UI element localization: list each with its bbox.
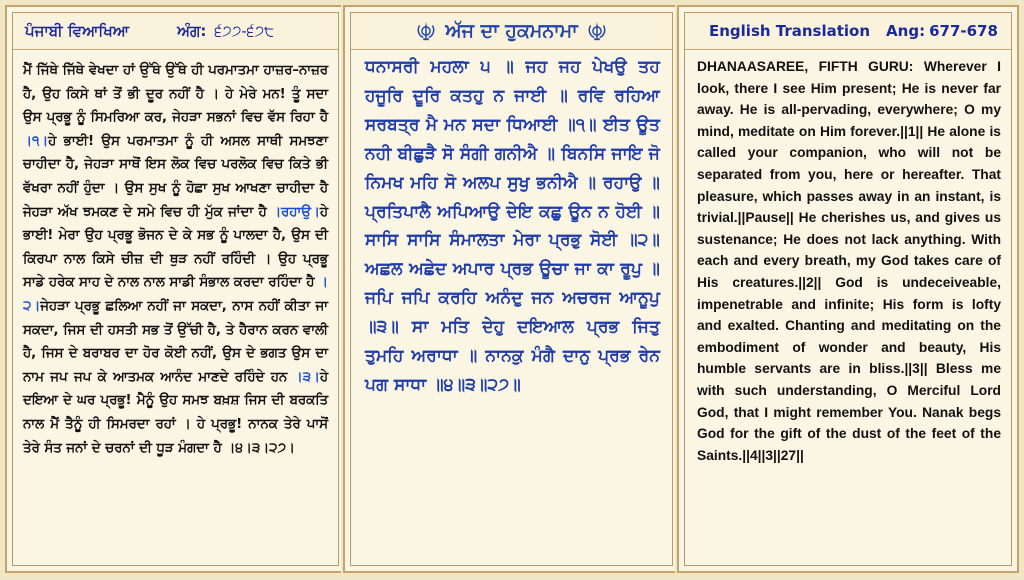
ang-label: Ang:: [886, 22, 926, 40]
punjabi-explanation-title: ਪੰਜਾਬੀ ਵਿਆਖਿਆ: [25, 22, 130, 40]
english-translation-title: English Translation: [709, 22, 871, 40]
ang-label: ਅੰਗ:: [177, 22, 207, 40]
khanda-icon: [586, 20, 608, 42]
english-translation-panel: [684, 12, 1012, 566]
hukamnama-header: [351, 13, 672, 50]
verse-marker: ।੩।: [293, 369, 320, 385]
hukamnama-panel: [350, 12, 673, 566]
english-translation-text: DHANAASAREE, FIFTH GURU: Wherever I look, there I see Him present; He is never far away. He is all-pervading, everywhere; O my mind, meditate on Him forever.||1|| He alone is called your companion, who will not be separated from you, here or hereafter. That pleasure, which passes away in an instant, is trivial.||Pause|| He cherishes us, and gives us sustenance; He does not lack anything. With each and every breath, my God takes care of His creatures.||2|| God is undeceiveable, impenetrable and infinite; His form is lofty and exalted. Chanting and meditating on the embodiment of wonder and beauty, His humble servants are in bliss.||3|| Bless me with such understanding, O Merciful Lord God, that I might remember You. Nanak begs God for the gift of the dust of the feet of the Saints.||4||3||27||: [697, 59, 1001, 463]
explanation-segment: ਹੇ ਦਇਆ ਦੇ ਘਰ ਪ੍ਰਭੂ! ਮੈਨੂੰ ਉਹ ਸਮਝ ਬਖ਼ਸ਼ ਜਿਸ ਦੀ ਬਰਕਤਿ ਨਾਲ ਮੈਂ ਤੈਨੂੰ ਹੀ ਸਿਮਰਦਾ ਰਹਾਂ । ਹੇ ਪ੍ਰਭੂ! ਨਾਨਕ ਤੇਰੇ ਪਾਸੋਂ ਤੇਰੇ ਸੰਤ ਜਨਾਂ ਦੇ ਚਰਨਾਂ ਦੀ ਧੂੜ ਮੰਗਦਾ ਹੈ ।੪।੩।੨੭।: [23, 369, 328, 456]
punjabi-explanation-text: [13, 59, 338, 565]
explanation-segment: ਮੈਂ ਜਿੱਥੇ ਜਿੱਥੇ ਵੇਖਦਾ ਹਾਂ ਉੱਥੇ ਉੱਥੇ ਹੀ ਪਰਮਾਤਮਾ ਹਾਜ਼ਰ–ਨਾਜ਼ਰ ਹੈ, ਉਹ ਕਿਸੇ ਥਾਂ ਤੋਂ ਭੀ ਦੂਰ ਨਹੀਂ ਹੈ । ਹੇ ਮੇਰੇ ਮਨ! ਤੂੰ ਸਦਾ ਉਸ ਪ੍ਰਭੂ ਨੂੰ ਸਿਮਰਿਆ ਕਰ, ਜੇਹੜਾ ਸਭਨਾਂ ਵਿਚ ਵੱਸ ਰਿਹਾ ਹੈ: [23, 63, 328, 126]
explanation-segment: ਹੇ ਭਾਈ! ਉਸ ਪਰਮਾਤਮਾ ਨੂੰ ਹੀ ਅਸਲ ਸਾਥੀ ਸਮਝਣਾ ਚਾਹੀਦਾ ਹੈ, ਜੇਹੜਾ ਸਾਥੋਂ ਇਸ ਲੋਕ ਵਿਚ ਪਰਲੋਕ ਵਿਚ ਕਿਤੇ ਭੀ ਵੱਖਰਾ ਨਹੀਂ ਹੁੰਦਾ । ਉਸ ਸੁਖ ਨੂੰ ਹੋਛਾ ਸੁਖ ਆਖਣਾ ਚਾਹੀਦਾ ਹੈ ਜੇਹੜਾ ਅੱਖ ਝਮਕਣ ਦੇ ਸਮੇ ਵਿਚ ਹੀ ਮੁੱਕ ਜਾਂਦਾ ਹੈ: [23, 133, 328, 220]
verse-marker: ।੧।: [23, 133, 49, 149]
ang-value: 677-678: [929, 22, 998, 40]
punjabi-explanation-panel: [12, 12, 339, 566]
explanation-segment: ਹੇ ਭਾਈ! ਮੇਰਾ ਉਹ ਪ੍ਰਭੂ ਭੋਜਨ ਦੇ ਕੇ ਸਭ ਨੂੰ ਪਾਲਦਾ ਹੈ, ਉਸ ਦੀ ਕਿਰਪਾ ਨਾਲ ਕਿਸੇ ਚੀਜ਼ ਦੀ ਥੁੜ ਨਹੀਂ ਰਹਿੰਦੀ । ਉਹ ਪ੍ਰਭੂ ਸਾਡੇ ਹਰੇਕ ਸਾਹ ਦੇ ਨਾਲ ਨਾਲ ਸਾਡੀ ਸੰਭਾਲ ਕਰਦਾ ਰਹਿੰਦਾ ਹੈ: [23, 204, 328, 291]
english-translation-header: [685, 13, 1011, 50]
verse-marker: ।੨।: [23, 275, 328, 314]
punjabi-explanation-header: [13, 13, 338, 50]
verse-marker: ।ਰਹਾਉ।: [272, 204, 320, 220]
ang-value: ੬੭੭-੬੭੮: [214, 22, 275, 40]
explanation-segment: ਜੇਹੜਾ ਪ੍ਰਭੂ ਛਲਿਆ ਨਹੀਂ ਜਾ ਸਕਦਾ, ਨਾਸ ਨਹੀਂ ਕੀਤਾ ਜਾ ਸਕਦਾ, ਜਿਸ ਦੀ ਹਸਤੀ ਸਭ ਤੋਂ ਉੱਚੀ ਹੈ, ਤੇ ਹੈਰਾਨ ਕਰਨ ਵਾਲੀ ਹੈ, ਜਿਸ ਦੇ ਬਰਾਬਰ ਦਾ ਹੋਰ ਕੋਈ ਨਹੀਂ, ਉਸ ਦੇ ਭਗਤ ਉਸ ਦਾ ਨਾਮ ਜਪ ਜਪ ਕੇ ਆਤਮਕ ਆਨੰਦ ਮਾਣਦੇ ਰਹਿੰਦੇ ਹਨ: [23, 298, 328, 385]
khanda-icon: [415, 20, 437, 42]
hukamnama-text: ਧਨਾਸਰੀ ਮਹਲਾ ੫ ॥ ਜਹ ਜਹ ਪੇਖਉ ਤਹ ਹਜੂਰਿ ਦੂਰਿ ਕਤਹੁ ਨ ਜਾਈ ॥ ਰਵਿ ਰਹਿਆ ਸਰਬਤ੍ਰ ਮੈ ਮਨ ਸਦਾ ਧਿਆਈ ॥੧॥ ਈਤ ਊਤ ਨਹੀ ਬੀਛੁੜੈ ਸੋ ਸੰਗੀ ਗਨੀਐ ॥ ਬਿਨਸਿ ਜਾਇ ਜੋ ਨਿਮਖ ਮਹਿ ਸੋ ਅਲਪ ਸੁਖੁ ਭਨੀਐ ॥ ਰਹਾਉ ॥ ਪ੍ਰਤਿਪਾਲੈ ਅਪਿਆਉ ਦੇਇ ਕਛੁ ਊਨ ਨ ਹੋਈ ॥ ਸਾਸਿ ਸਾਸਿ ਸੰਮਾਲਤਾ ਮੇਰਾ ਪ੍ਰਭੁ ਸੋਈ ॥੨॥ ਅਛਲ ਅਛੇਦ ਅਪਾਰ ਪ੍ਰਭ ਊਚਾ ਜਾ ਕਾ ਰੂਪੁ ॥ ਜਪਿ ਜਪਿ ਕਰਹਿ ਅਨੰਦੁ ਜਨ ਅਚਰਜ ਆਨੂਪੁ ॥੩॥ ਸਾ ਮਤਿ ਦੇਹੁ ਦਇਆਲ ਪ੍ਰਭ ਜਿਤੁ ਤੁਮਹਿ ਅਰਾਧਾ ॥ ਨਾਨਕੁ ਮੰਗੈ ਦਾਨੁ ਪ੍ਰਭ ਰੇਨ ਪਗ ਸਾਧਾ ॥੪॥੩॥੨੭॥: [365, 57, 660, 395]
hukamnama-title: ਅੱਜ ਦਾ ਹੁਕਮਨਾਮਾ: [445, 20, 578, 42]
